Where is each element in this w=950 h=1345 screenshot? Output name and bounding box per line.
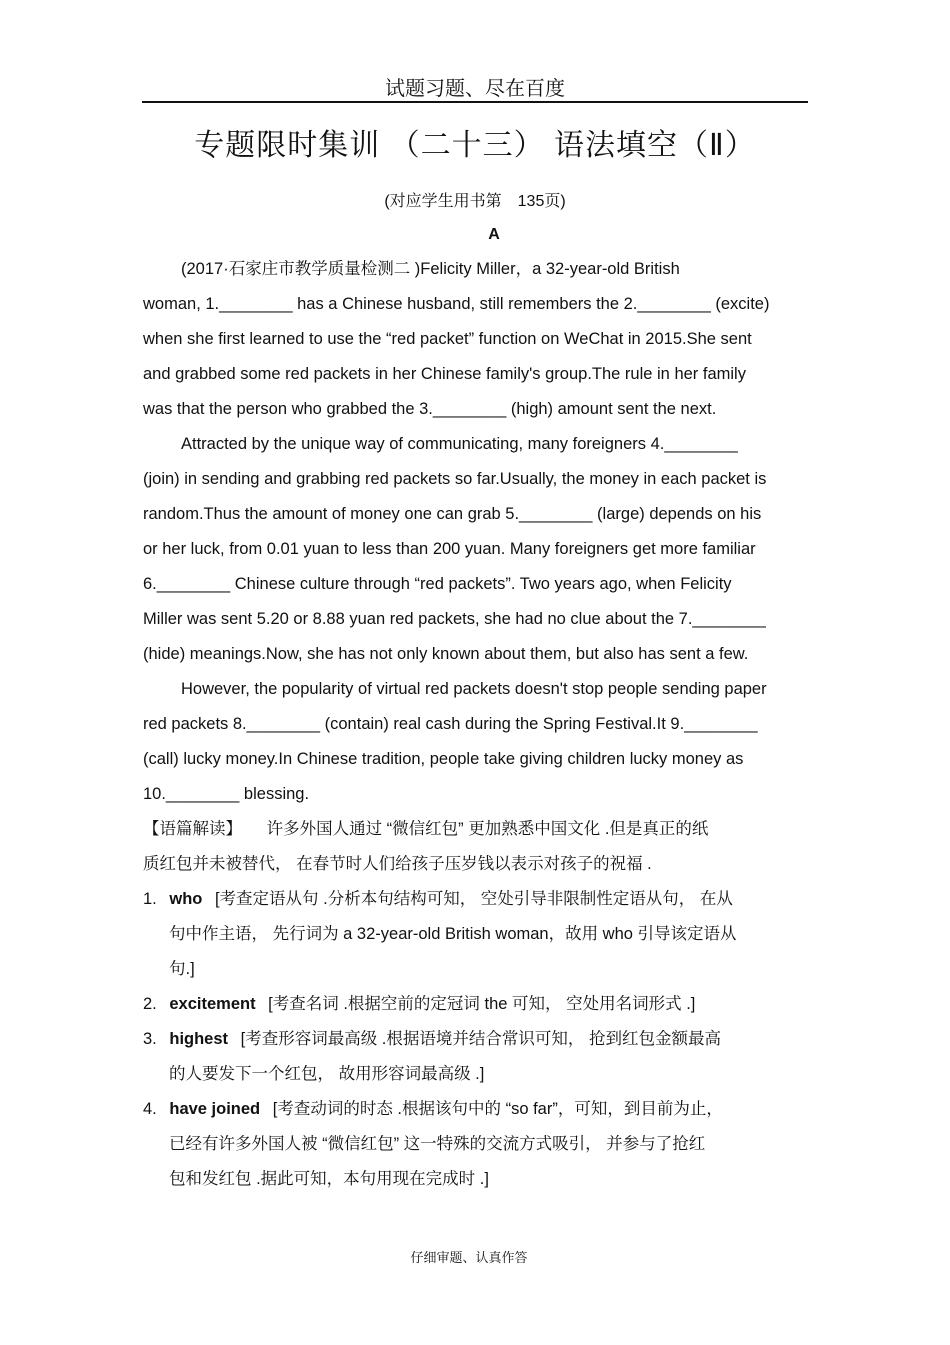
header-rule [142,101,808,103]
answer-explanation: 已经有许多外国人被 “微信红包” 这一特殊的交流方式吸引， 并参与了抢红 [169,1135,706,1153]
passage-line: and grabbed some red packets in her Chinese family's group.The rule in her family [143,365,746,383]
answer-explanation: [考查形容词最高级 .根据语境并结合常识可知， 抢到红包金额最高 [240,1030,721,1048]
passage-line: (join) in sending and grabbing red packets so far.Usually, the money in each packet is [143,470,767,488]
page-title: 专题限时集训 （二十三） 语法填空（Ⅱ） [194,129,756,162]
answer-word: have joined [169,1100,261,1118]
answer-number: 1. [143,890,157,908]
answer-number: 4. [143,1100,157,1118]
passage-line: Attracted by the unique way of communicating, many foreigners 4.________ [181,435,738,453]
answer-explanation: [考查动词的时态 .根据该句中的 “so far”，可知，到目前为止， [272,1100,723,1118]
answer-word: highest [169,1030,229,1048]
answer-item [143,1028,943,1098]
passage-line: red packets 8.________ (contain) real cash during the Spring Festival.It 9.________ [143,715,758,733]
passage-line: was that the person who grabbed the 3.________ (high) amount sent the next. [143,400,717,418]
passage-line: (call) lucky money.In Chinese tradition, people take giving children lucky money as [143,750,744,768]
answer-explanation: 的人要发下一个红包， 故用形容词最高级 .] [169,1065,485,1083]
passage-line: random.Thus the amount of money one can grab 5.________ (large) depends on his [143,505,762,523]
passage-line: (hide) meanings.Now, she has not only known about them, but also has sent a few. [143,645,749,663]
interpretation-line [143,818,943,853]
passage-line: or her luck, from 0.01 yuan to less than 200 yuan. Many foreigners get more familiar [143,540,756,558]
answer-word: excitement [169,995,256,1013]
section-label: A [488,226,500,243]
interpretation-line: 质红包并未被替代， 在春节时人们给孩子压岁钱以表示对孩子的祝福 . [143,855,652,873]
interpretation-label: 【语篇解读】 [143,820,242,838]
passage-line: However, the popularity of virtual red packets doesn't stop people sending paper [181,680,767,698]
passage-content [143,258,943,1203]
answer-item [143,888,943,993]
page-subtitle: (对应学生用书第 135页) [384,193,566,210]
answer-number: 2. [143,995,157,1013]
answer-explanation: 句.] [169,960,195,978]
passage-line: (2017·石家庄市教学质量检测二 )Felicity Miller，a 32-year-old British [181,260,680,278]
answer-explanation: 包和发红包 .据此可知，本句用现在完成时 .] [169,1170,489,1188]
passage-line: 6.________ Chinese culture through “red packets”. Two years ago, when Felicity [143,575,732,593]
passage-line: woman, 1.________ has a Chinese husband, still remembers the 2.________ (excite) [143,295,770,313]
interpretation-text: 许多外国人通过 “微信红包” 更加熟悉中国文化 .但是真正的纸 [266,820,709,838]
answer-item [143,1098,943,1203]
answer-item [143,993,943,1028]
passage-line: Miller was sent 5.20 or 8.88 yuan red packets, she had no clue about the 7.________ [143,610,766,628]
page-footer: 仔细审题、认真作答 [410,1251,528,1266]
answer-explanation: 句中作主语， 先行词为 a 32-year-old British woman，故用 who 引导该定语从 [169,925,737,943]
page-header: 试题习题、尽在百度 [385,76,565,100]
answer-word: who [169,890,203,908]
answer-explanation: [考查定语从句 .分析本句结构可知， 空处引导非限制性定语从句， 在从 [214,890,733,908]
answer-explanation: [考查名词 .根据空前的定冠词 the 可知， 空处用名词形式 .] [268,995,696,1013]
passage-line: 10.________ blessing. [143,785,310,803]
passage-line: when she first learned to use the “red packet” function on WeChat in 2015.She sent [143,330,752,348]
answer-number: 3. [143,1030,157,1048]
